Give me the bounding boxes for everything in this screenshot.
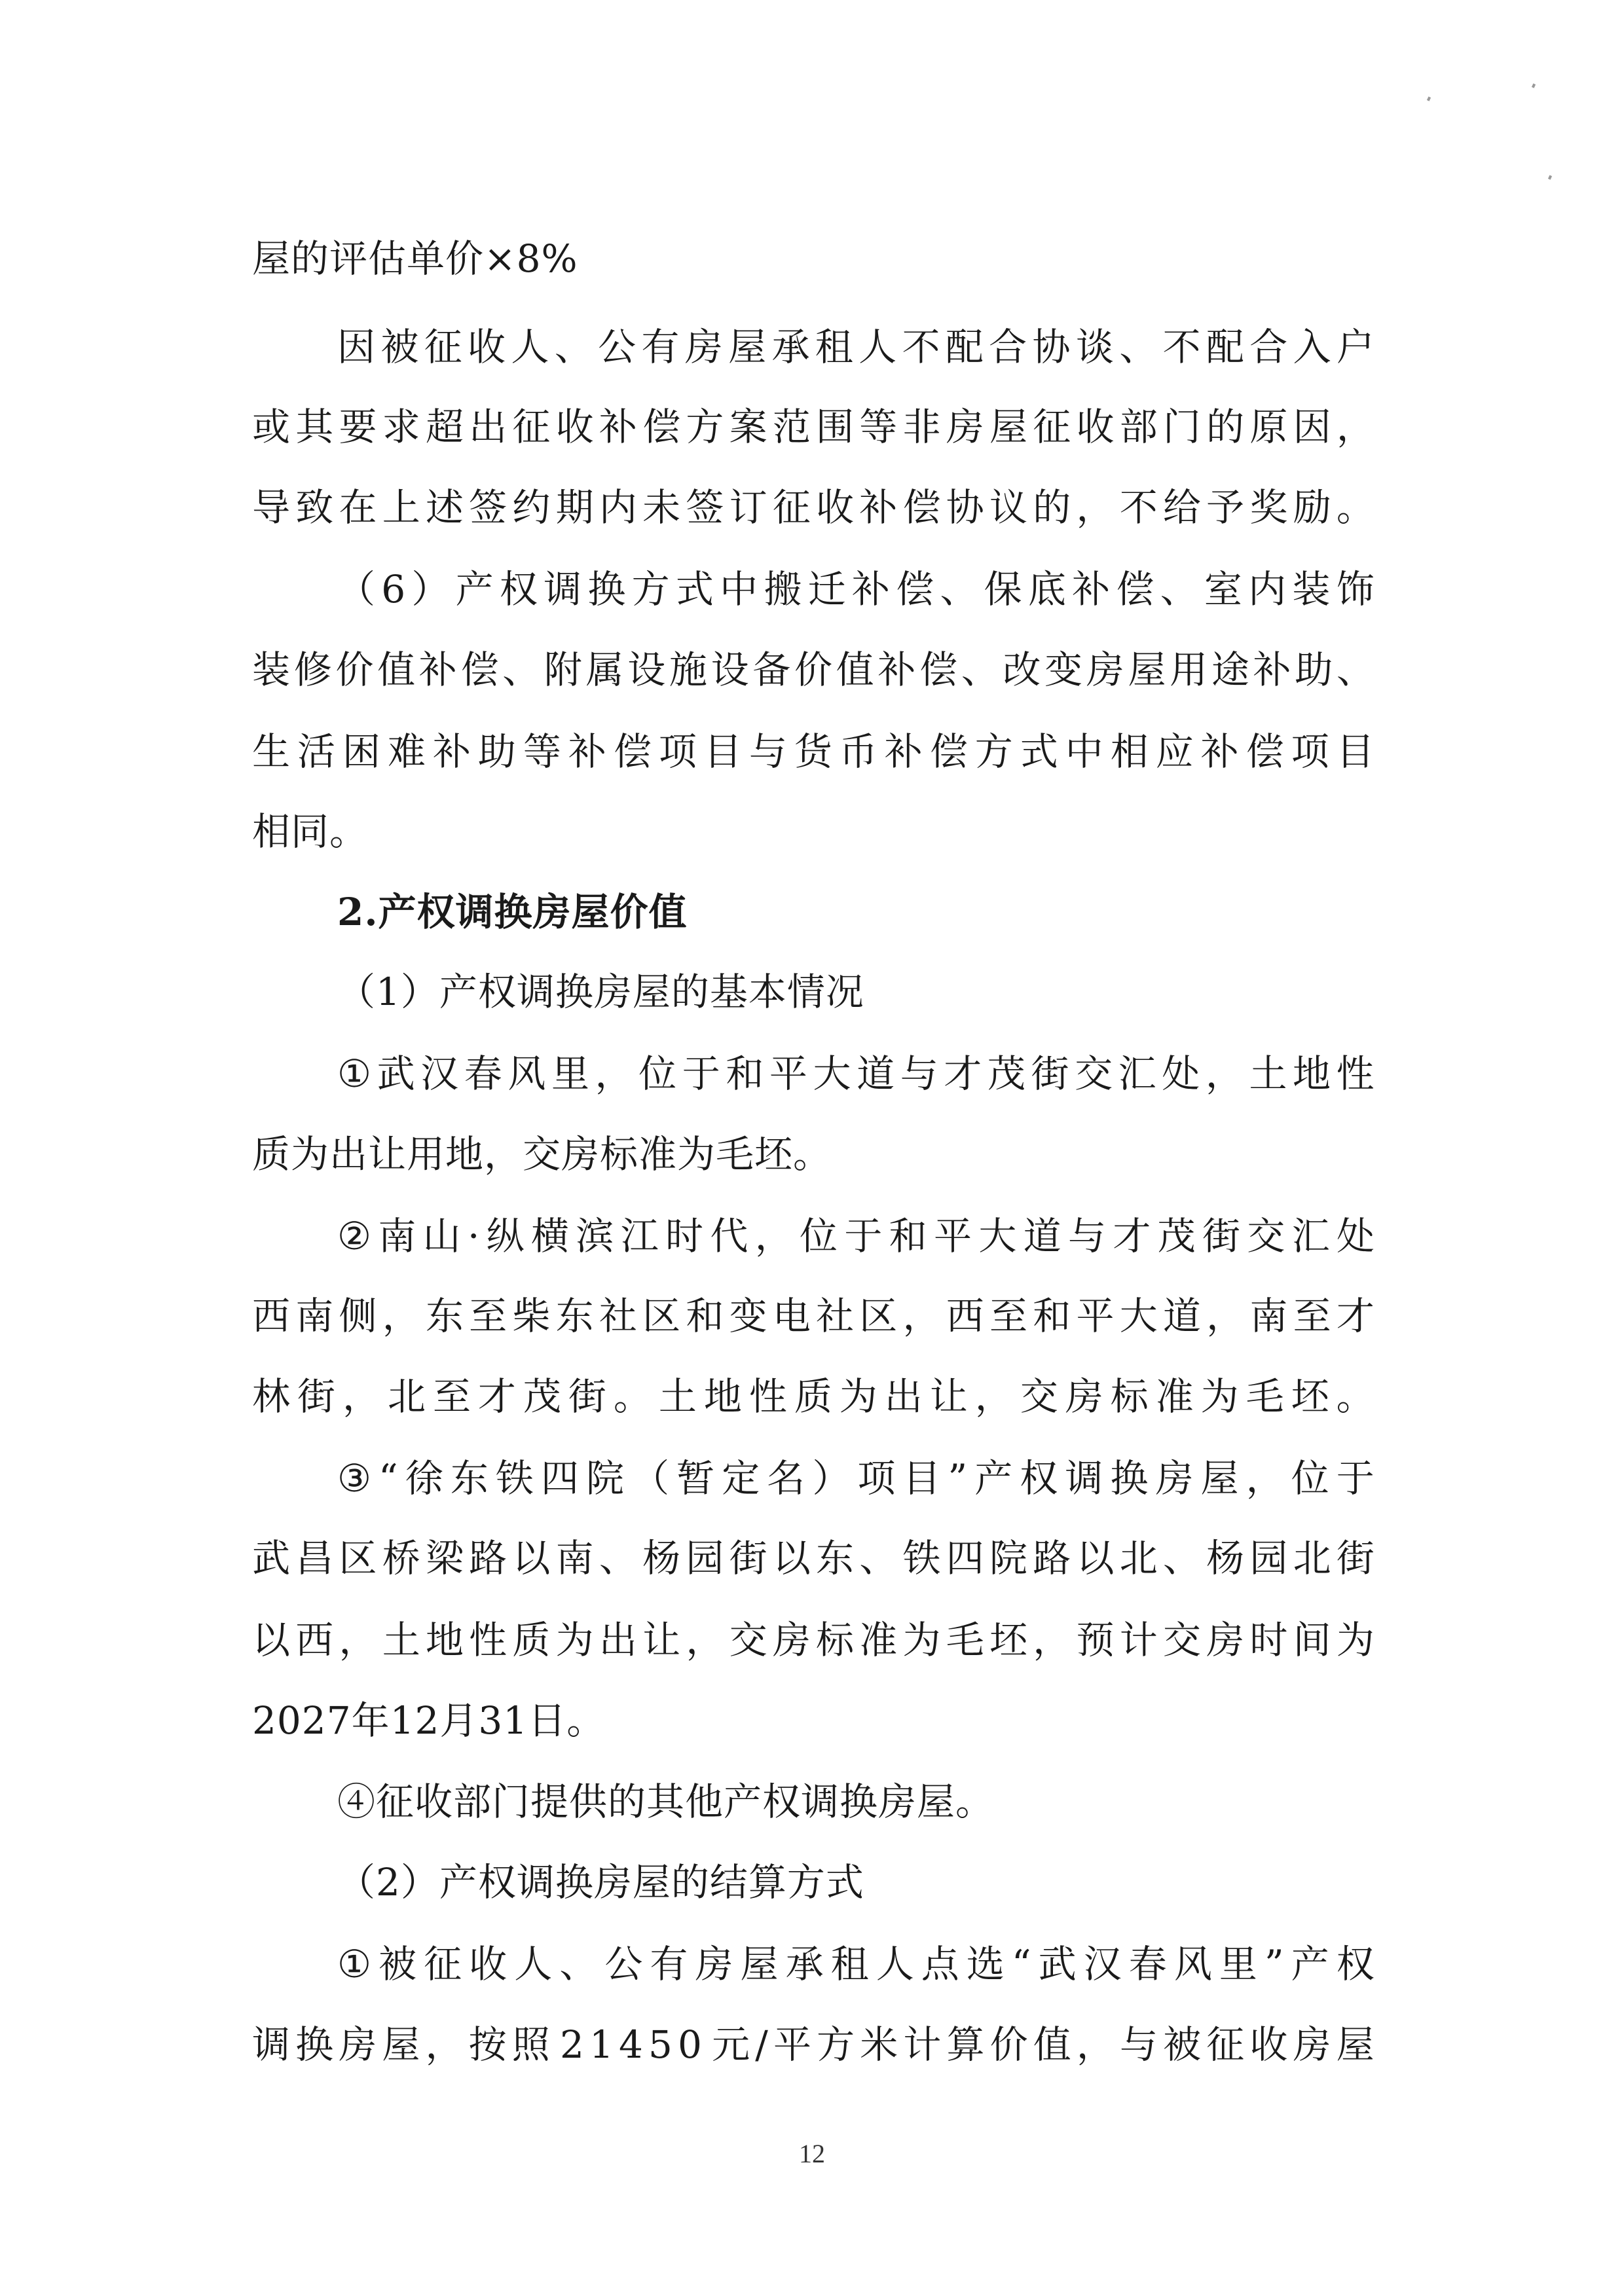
text-line: 以 西 ， 土 地 性 质 为 出 让 ， 交 房 标 准 为 毛 坯 ， 预 计 交 房 时 间 为 — [252, 1618, 1375, 1662]
text-line: 调 换 房 屋 ， 按 照 2 1 4 5 0 元 / 平 方 米 计 算 价 值 ， 与 被 征 收 房 屋 — [252, 2022, 1375, 2067]
text-line: ④征收部门提供的其他产权调换房屋。 — [337, 1779, 995, 1824]
text-line: ③ “ 徐 东 铁 四 院 （ 暂 定 名 ） 项 目 ” 产 权 调 换 房 屋 ， 位 于 — [337, 1456, 1375, 1501]
text-line: 2027年12月31日。 — [252, 1698, 606, 1743]
text-line: 装 修 价 值 补 偿 、 附 属 设 施 设 备 价 值 补 偿 、 改 变 房 屋 用 途 补 助 、 — [252, 647, 1375, 692]
subsection-heading: （2）产权调换房屋的结算方式 — [337, 1860, 864, 1904]
subsection-heading: （1）产权调换房屋的基本情况 — [337, 970, 864, 1014]
page-number: 12 — [799, 2139, 825, 2168]
scan-speck — [1427, 96, 1431, 101]
scan-speck — [1548, 175, 1552, 179]
text-line: 屋的评估单价×8% — [252, 236, 578, 281]
text-line: ① 被 征 收 人 、 公 有 房 屋 承 租 人 点 选 “ 武 汉 春 风 里 ” 产 权 — [337, 1942, 1375, 1986]
text-line: 或 其 要 求 超 出 征 收 补 偿 方 案 范 围 等 非 房 屋 征 收 部 门 的 原 因 ， — [252, 405, 1375, 449]
section-heading: 2.产权调换房屋价值 — [337, 890, 688, 934]
text-line: 武 昌 区 桥 梁 路 以 南 、 杨 园 街 以 东 、 铁 四 院 路 以 北 、 杨 园 北 街 — [252, 1536, 1375, 1580]
text-line: ② 南 山 · 纵 横 滨 江 时 代 ， 位 于 和 平 大 道 与 才 茂 街 交 汇 处 — [337, 1214, 1375, 1258]
text-line: 因 被 征 收 人 、 公 有 房 屋 承 租 人 不 配 合 协 谈 、 不 配 合 入 户 — [337, 325, 1375, 369]
text-line: 导 致 在 上 述 签 约 期 内 未 签 订 征 收 补 偿 协 议 的 ， 不 给 予 奖 励 。 — [252, 485, 1375, 530]
text-line: 西 南 侧 ， 东 至 柴 东 社 区 和 变 电 社 区 ， 西 至 和 平 大 道 ， 南 至 才 — [252, 1294, 1375, 1338]
text-line: 生 活 困 难 补 助 等 补 偿 项 目 与 货 币 补 偿 方 式 中 相 应 补 偿 项 目 — [252, 729, 1375, 774]
text-line: ① 武 汉 春 风 里 ， 位 于 和 平 大 道 与 才 茂 街 交 汇 处 ， 土 地 性 — [337, 1051, 1375, 1096]
scan-speck — [1532, 83, 1536, 88]
text-line: 质为出让用地，交房标准为毛坯。 — [252, 1132, 832, 1176]
text-line: 林 街 ， 北 至 才 茂 街 。 土 地 性 质 为 出 让 ， 交 房 标 准 为 毛 坯 。 — [252, 1374, 1375, 1419]
text-line: （ 6 ） 产 权 调 换 方 式 中 搬 迁 补 偿 、 保 底 补 偿 、 室 内 装 饰 — [337, 567, 1375, 611]
text-line: 相同。 — [252, 809, 369, 854]
